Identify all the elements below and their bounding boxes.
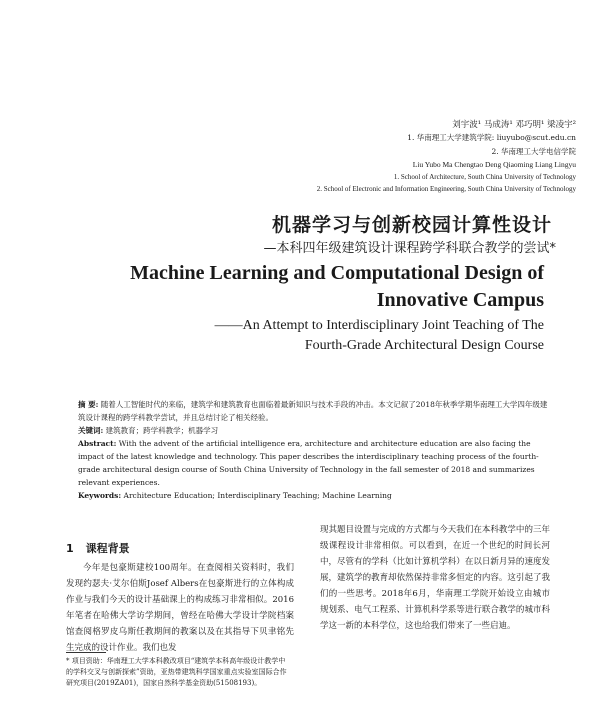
authors-en: Liu Yubo Ma Chengtao Deng Qiaoming Liang Lingyu bbox=[412, 160, 576, 169]
affiliation-en-1: 1. School of Architecture, South China University of Technology bbox=[393, 173, 576, 181]
keywords-cn bbox=[78, 424, 548, 437]
section-title: 课程背景 bbox=[85, 542, 130, 555]
affiliation-cn-1: 1. 华南理工大学建筑学院: liuyubo@scut.edu.cn bbox=[407, 133, 576, 142]
subtitle-cn: —本科四年级建筑设计课程跨学科联合教学的尝试* bbox=[263, 241, 556, 256]
footnote bbox=[66, 656, 288, 689]
right-column-paragraph: 现其题目设置与完成的方式都与今天我们在本科教学中的三年级课程设计非常相似。可以看到，在近一个世纪的时间长河中，尽管有的学科（比如计算机学科）在以日新月异的速度发展，建筑学的教育却依然保持非常多恒定的内容。这引起了我们的一些思考。2018年6月，华南理工学院开始设立由城市规划系、电气工程系、计算机科学系等进行联合教学的城市科学这一新的本科学位，这也给我们带来了一些启迪。 bbox=[320, 525, 550, 631]
section-number: 1 bbox=[66, 542, 74, 555]
affiliation-cn-2: 2. 华南理工大学电信学院 bbox=[491, 147, 576, 156]
title-en-line1: Machine Learning and Computational Design of bbox=[130, 262, 544, 284]
keywords-cn-text: 建筑教育；跨学科教学；机器学习 bbox=[105, 426, 219, 435]
footnote-divider bbox=[66, 652, 106, 653]
abstract-block bbox=[78, 398, 548, 502]
keywords-en-label: Keywords: bbox=[78, 491, 122, 500]
keywords-en-text: Architecture Education; Interdisciplinary Teaching; Machine Learning bbox=[123, 491, 392, 500]
abstract-en bbox=[78, 437, 548, 489]
body-right-column bbox=[320, 522, 550, 634]
footnote-text: * 项目资助：华南理工大学本科教改项目“建筑学本科高年级设计教学中的学科交叉与创新探索”资助，亚热带建筑科学国家重点实验室国际合作研究项目(2019ZA01)，国家自然科学基金资助(51508193)。 bbox=[66, 657, 287, 687]
section-heading bbox=[66, 540, 130, 556]
subtitle-en-line1: ——An Attempt to Interdisciplinary Joint Teaching of The bbox=[214, 318, 544, 333]
title-en-line2: Innovative Campus bbox=[376, 289, 544, 311]
authors-cn: 刘宇波¹ 马成涛¹ 邓巧明¹ 梁凌宇² bbox=[452, 120, 576, 130]
abstract-cn-text: 随着人工智能时代的来临，建筑学和建筑教育也面临着最新知识与技术手段的冲击。本文记叙了2018年秋季学期华南理工大学四年级建筑设计课程的跨学科教学尝试，并且总结讨论了相关经验。 bbox=[78, 400, 548, 422]
left-column-paragraph: 今年是包豪斯建校100周年。在查阅相关资料时，我们发现约瑟夫·艾尔伯斯Josef Albers在包豪斯进行的立体构成作业与我们今天的设计基础课上的构成练习非常相似。2016年笔者在哈佛大学访学期间，曾经在哈佛大学设计学院档案馆查阅格罗皮乌斯任教期间的教案以及在其指导下贝聿铭先生完成的设计作业。我们也发 bbox=[66, 563, 294, 653]
keywords-en bbox=[78, 489, 548, 502]
subtitle-en-line2: Fourth-Grade Architectural Design Course bbox=[304, 338, 544, 353]
abstract-en-label: Abstract: bbox=[78, 439, 117, 448]
abstract-cn-label: 摘 要: bbox=[78, 400, 99, 409]
body-left-column bbox=[66, 560, 294, 656]
keywords-cn-label: 关键词: bbox=[78, 426, 104, 435]
abstract-en-text: With the advent of the artificial intelligence era, architecture and architecture education are also facing the impact of the latest knowledge and technology. This paper describes the interdisciplinary teaching process of the fourth-grade architectural design course of South China University of Technology in the fall semester of 2018 and summarizes relevant experiences. bbox=[78, 439, 539, 487]
abstract-cn bbox=[78, 398, 548, 424]
affiliation-en-2: 2. School of Electronic and Information Engineering, South China University of Technology bbox=[316, 185, 576, 193]
title-cn: 机器学习与创新校园计算性设计 bbox=[271, 214, 552, 236]
